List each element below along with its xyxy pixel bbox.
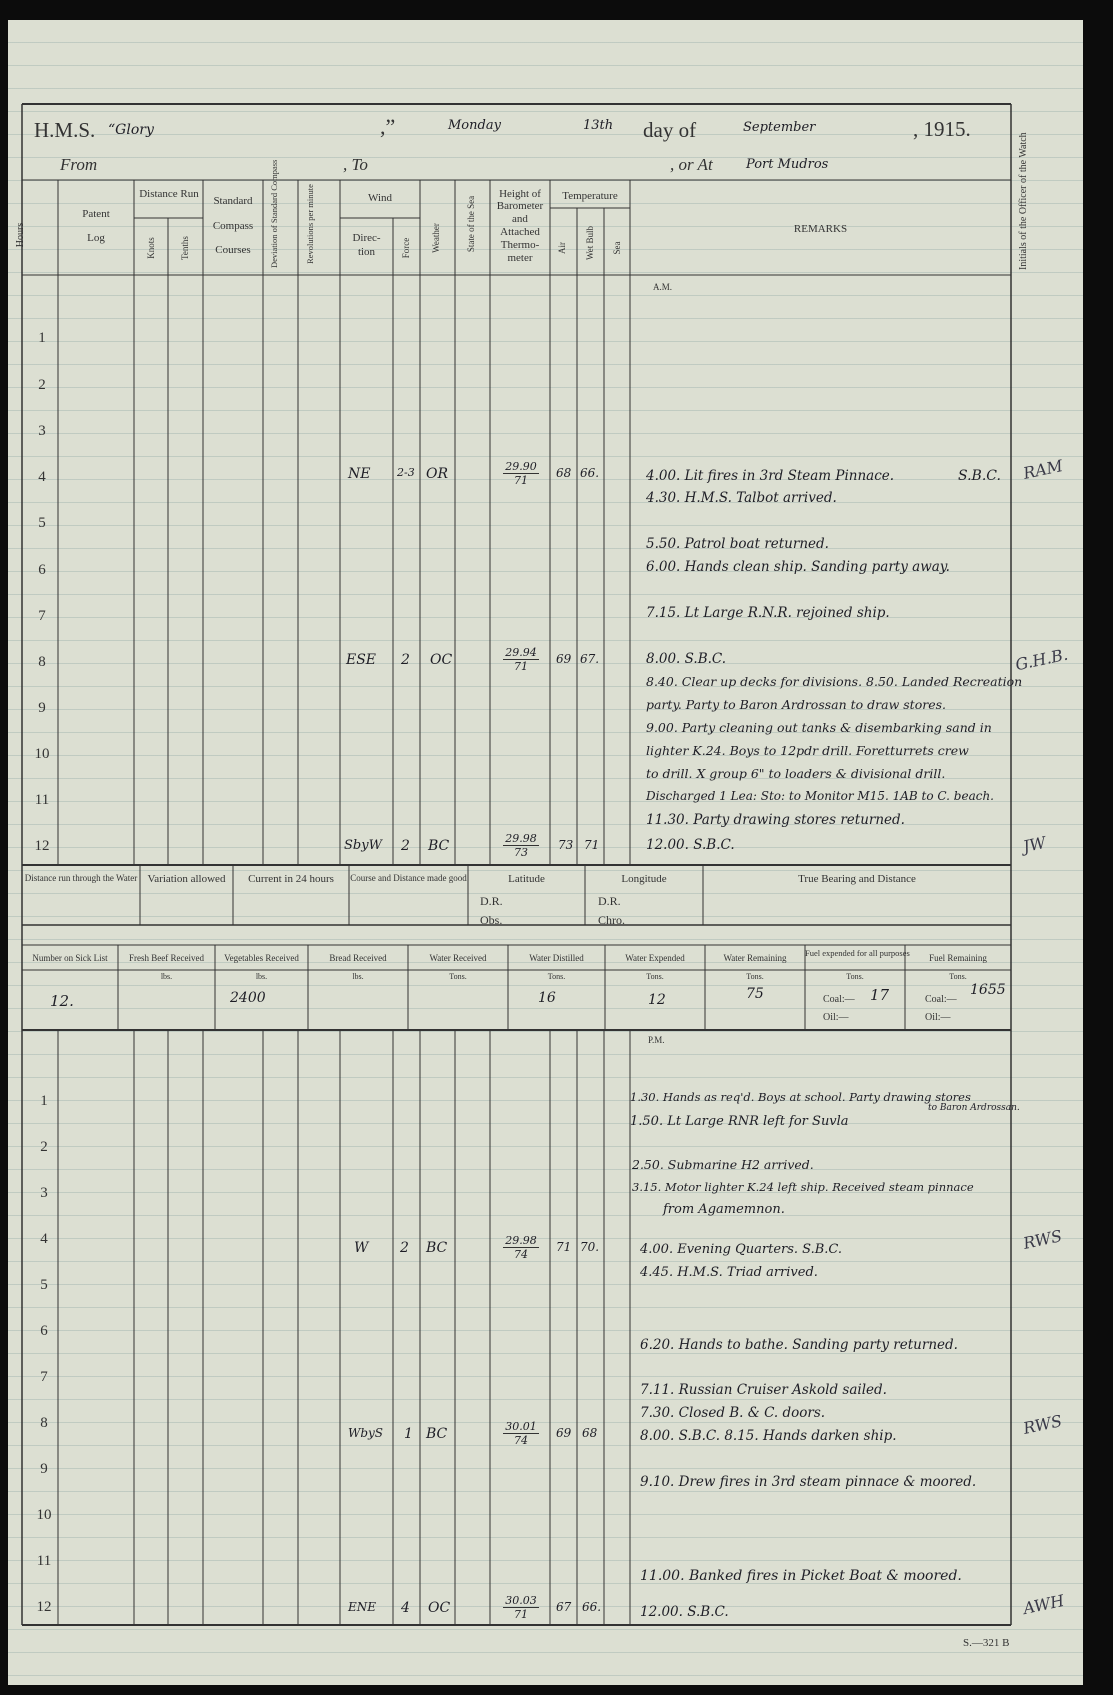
wind-direction: W [354,1240,369,1256]
log-page [8,20,1083,1685]
hour-number: 10 [34,746,50,762]
col-distance-run: Distance Run [139,188,199,200]
wind-force: 4 [401,1600,410,1616]
wind-direction: ENE [348,1600,377,1614]
month: September [743,120,816,135]
pm-remark: 12.00. S.B.C. [640,1604,729,1620]
col-deviation: Deviation of Standard Compass [269,159,279,268]
am-remark: 4.00. Lit fires in 3rd Steam Pinnace. [646,468,895,484]
summary-longitude-label: Longitude [621,873,667,885]
col-temperature: Temperature [562,190,618,202]
stores-bread-label: Bread Received [329,953,387,963]
hour-number: 5 [40,1277,48,1293]
from-label: From [60,155,98,174]
am-remark: 12.00. S.B.C. [646,837,735,853]
col-barometer-6: meter [507,252,533,264]
attached-thermometer: 71 [514,1608,528,1621]
barometer [496,460,546,487]
summary-distance-label: Distance run through the Water [24,873,138,883]
barometer [496,1234,546,1261]
am-label: A.M. [653,282,673,292]
fuel-rem-oil-label: Oil:— [925,1012,951,1023]
pm-remark: 7.30. Closed B. & C. doors. [640,1405,826,1421]
stores-veg-label: Vegetables Received [224,953,299,963]
col-barometer-1: Height of [499,188,541,200]
weather: OC [430,652,453,668]
stores-water-dist-label: Water Distilled [529,953,584,963]
wind-force: 1 [404,1426,413,1442]
hour-number: 11 [34,792,50,808]
quote-close: ,” [380,114,396,139]
wet-bulb-temp: 66. [580,466,600,480]
wet-bulb-temp: 70. [580,1240,600,1254]
col-sea: Sea [612,241,622,255]
summary-true-bearing-label: True Bearing and Distance [798,873,916,885]
am-remark: 11.30. Party drawing stores returned. [646,812,905,828]
water-remaining-value: 75 [746,986,764,1002]
wind-force: 2-3 [397,466,415,479]
wind-direction: SbyW [344,838,382,853]
col-wet-bulb: Wet Bulb [585,225,595,261]
barometer-reading: 30.03 [505,1594,537,1607]
year: , 1915. [913,117,971,141]
pm-remark: 3.15. Motor lighter K.24 left ship. Received steam pinnace [632,1180,974,1194]
water-expended-value: 12 [648,992,666,1008]
summary-chro-label: Chro. [598,913,625,927]
attached-thermometer: 71 [514,474,528,487]
fuel-exp-coal-value: 17 [870,986,890,1004]
col-initials: Initials of the Officer of the Watch [1018,132,1029,270]
hour-number: 11 [36,1553,52,1569]
weather: BC [428,838,450,854]
officer-initials: G.H.B. [1013,644,1070,675]
air-temp: 68 [556,466,572,480]
col-barometer-3: and [512,213,528,225]
hour-number: 3 [38,423,46,439]
unit-lbs: lbs. [255,972,268,981]
hour-number: 4 [38,469,46,485]
col-direction-1: Direc- [352,232,381,244]
hour-number: 4 [40,1231,48,1247]
air-temp: 67 [556,1600,572,1614]
hour-number: 8 [38,654,46,670]
pm-remark: 2.50. Submarine H2 arrived. [632,1157,814,1172]
officer-initials: RWS [1021,1411,1064,1438]
barometer-reading: 29.98 [505,832,537,845]
wind-direction: WbyS [348,1426,384,1440]
unit-tons: Tons. [746,972,764,981]
summary-dr2-label: D.R. [598,894,621,908]
pm-label: P.M. [648,1035,665,1045]
hour-number: 7 [40,1369,48,1385]
pm-remark: to Baron Ardrossan. [928,1103,1020,1113]
summary-variation-label: Variation allowed [147,873,226,885]
wind-force: 2 [401,838,410,854]
day-of-label: day of [643,118,697,142]
summary-latitude-label: Latitude [508,873,545,885]
am-remark: 9.00. Party cleaning out tanks & disembarking sand in [646,720,992,735]
unit-tons: Tons. [646,972,664,981]
fuel-exp-coal-label: Coal:— [823,994,855,1005]
weather: OR [426,466,449,482]
col-direction-2: tion [357,246,376,258]
hour-number: 9 [38,700,46,716]
air-temp: 69 [556,1426,572,1440]
col-barometer-4: Attached [500,226,540,238]
am-remark: 8.40. Clear up decks for divisions. 8.50. Landed Recreation [646,674,1023,689]
hour-number: 12 [36,1599,52,1615]
am-remark: party. Party to Baron Ardrossan to draw stores. [646,697,946,712]
pm-remark: 1.50. Lt Large RNR left for Suvla [630,1114,849,1129]
unit-tons: Tons. [949,972,967,981]
vegetables-value: 2400 [230,990,266,1006]
attached-thermometer: 71 [514,660,528,673]
officer-initials: RWS [1021,1226,1064,1253]
air-temp: 71 [556,1240,572,1254]
officer-initials: JW [1021,832,1048,857]
barometer [496,646,546,673]
wind-force: 2 [401,652,410,668]
pm-remark: 7.11. Russian Cruiser Askold sailed. [640,1382,887,1398]
pm-remark: 6.20. Hands to bathe. Sanding party returned. [640,1337,958,1353]
water-distilled-value: 16 [538,990,556,1006]
wet-bulb-temp: 67. [580,652,600,666]
col-tenths: Tenths [180,236,190,260]
officer-initials: RAM [1021,456,1065,483]
pm-remark: 9.10. Drew fires in 3rd steam pinnace & moored. [640,1474,977,1490]
col-barometer-5: Thermo- [500,239,540,251]
am-remark-sbc: S.B.C. [958,468,1001,484]
barometer [496,1594,546,1621]
pm-remark: 8.00. S.B.C. 8.15. Hands darken ship. [640,1428,897,1444]
air-temp: 69 [556,652,572,666]
am-remark: lighter K.24. Boys to 12pdr drill. Foretturrets crew [646,743,969,758]
col-barometer-2: Barometer [496,200,544,212]
stores-water-rec-label: Water Received [429,953,487,963]
summary-course-label: Course and Distance made good [350,873,467,883]
hour-number: 7 [38,608,46,624]
day-number: 13th [583,118,614,133]
hour-number: 1 [40,1093,48,1109]
air-temp: 73 [558,838,574,852]
attached-thermometer: 73 [514,846,528,859]
hour-number: 6 [38,562,46,578]
hour-number: 12 [34,838,50,854]
am-remark: 8.00. S.B.C. [646,651,727,667]
wet-bulb-temp: 71 [584,838,600,852]
hour-number: 1 [38,330,46,346]
col-patent-log-1: Patent [82,208,110,220]
summary-dr-label: D.R. [480,894,503,908]
col-remarks: REMARKS [793,223,848,235]
wind-force: 2 [400,1240,409,1256]
or-at-label: , or At [670,155,713,174]
stores-fuel-rem-label: Fuel Remaining [929,953,987,963]
col-patent-log-2: Log [87,232,105,244]
col-revolutions: Revolutions per minute [305,184,315,264]
attached-thermometer: 74 [514,1434,528,1447]
weather: OC [428,1600,451,1616]
pm-remark: from Agamemnon. [663,1202,785,1217]
barometer-reading: 29.90 [505,460,537,473]
unit-tons: Tons. [449,972,467,981]
summary-current-label: Current in 24 hours [248,873,334,885]
am-remark: 6.00. Hands clean ship. Sanding party away. [646,559,950,575]
hour-number: 3 [40,1185,48,1201]
weather: BC [426,1426,448,1442]
col-compass: Compass [212,220,254,232]
wind-direction: ESE [346,652,377,668]
hour-number: 8 [40,1415,48,1431]
weather: BC [426,1240,448,1256]
barometer-reading: 29.98 [505,1234,537,1247]
fuel-rem-coal-value: 1655 [970,982,1006,998]
barometer-reading: 29.94 [505,646,537,659]
to-label: , To [343,155,368,174]
fuel-rem-coal-label: Coal:— [925,994,957,1005]
col-hours: Hours [15,222,26,248]
ship-name: “Glory [108,122,154,138]
wet-bulb-temp: 68 [582,1426,598,1440]
attached-thermometer: 74 [514,1248,528,1261]
port-name: Port Mudros [746,157,829,172]
pm-remark: 4.00. Evening Quarters. S.B.C. [640,1242,843,1257]
unit-lbs: lbs. [352,972,364,981]
stores-water-rem-label: Water Remaining [723,953,787,963]
am-remark: to drill. X group 6" to loaders & divisional drill. [646,766,946,781]
unit-lbs: lbs. [160,972,173,981]
col-state-sea: State of the Sea [466,195,476,253]
col-weather: Weather [431,223,441,253]
col-force: Force [401,237,411,259]
unit-tons: Tons. [547,972,566,981]
col-courses: Courses [215,244,251,256]
barometer-reading: 30.01 [505,1420,537,1433]
am-remark: 4.30. H.M.S. Talbot arrived. [646,490,837,506]
hour-number: 6 [40,1323,48,1339]
wind-direction: NE [348,466,371,482]
col-wind: Wind [368,192,392,204]
unit-tons: Tons. [846,972,864,981]
form-number: S.—321 B [963,1637,1010,1649]
am-remark: 7.15. Lt Large R.N.R. rejoined ship. [646,605,890,621]
barometer [496,1420,546,1447]
weekday: Monday [448,118,501,133]
wet-bulb-temp: 66. [582,1600,602,1614]
col-standard: Standard [213,195,253,207]
col-air: Air [557,242,567,254]
fuel-exp-oil-label: Oil:— [823,1012,849,1023]
am-remark: 5.50. Patrol boat returned. [646,536,829,552]
officer-initials: AWH [1021,1590,1066,1619]
summary-obs-label: Obs. [480,913,503,927]
hour-number: 9 [40,1461,48,1477]
hour-number: 2 [38,377,46,393]
barometer [496,832,546,859]
hour-number: 2 [40,1139,48,1155]
pm-remark: 4.45. H.M.S. Triad arrived. [640,1265,818,1280]
stores-beef-label: Fresh Beef Received [129,953,204,963]
pm-remark: 1.30. Hands as req'd. Boys at school. Party drawing stores [630,1090,971,1104]
stores-fuel-exp-label: Fuel expended for all purposes [805,948,910,958]
ship-prefix: H.M.S. [34,118,96,142]
stores-sick-label: Number on Sick List [32,953,108,963]
stores-water-exp-label: Water Expended [625,953,685,963]
pm-remark: 11.00. Banked fires in Picket Boat & moored. [640,1568,962,1584]
col-knots: Knots [146,237,156,259]
am-remark: Discharged 1 Lea: Sto: to Monitor M15. 1AB to C. beach. [646,789,994,803]
sick-list-value: 12. [50,992,74,1010]
hour-number: 10 [36,1507,52,1523]
hour-number: 5 [38,515,46,531]
